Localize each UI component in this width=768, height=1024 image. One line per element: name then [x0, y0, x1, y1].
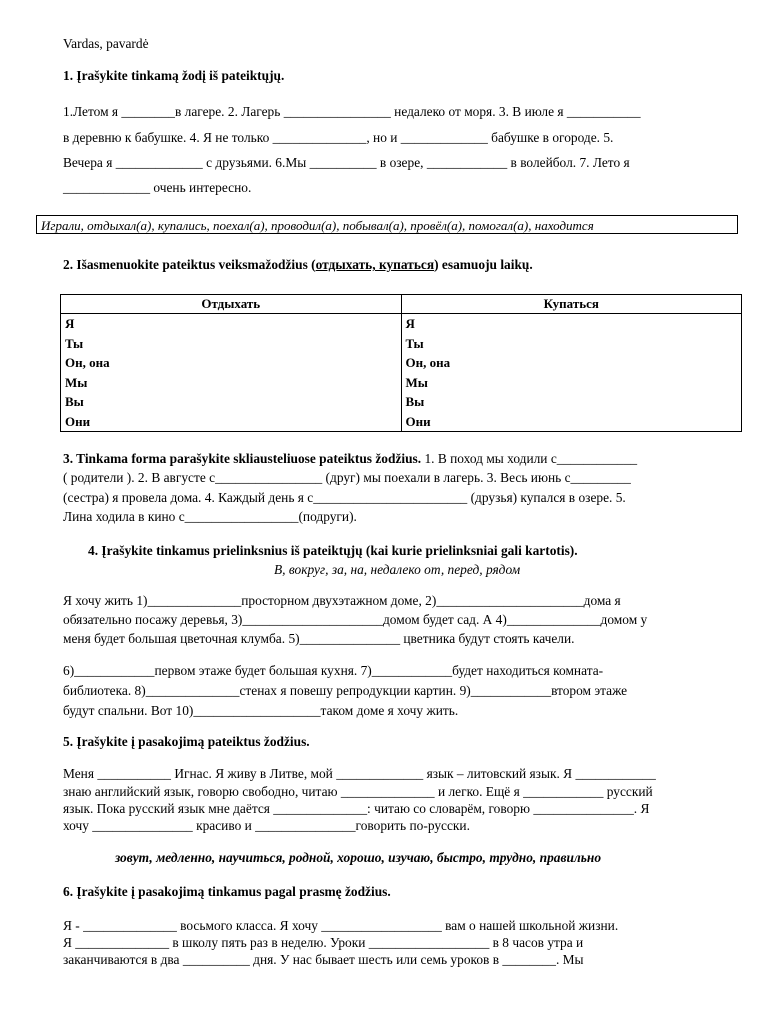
task6-line: заканчиваются в два __________ дня. У нас бывает шесть или семь уроков в ________. Мы [63, 952, 584, 967]
task4-title: 4. Įrašykite tinkamus prielinksnius iš pateiktųjų (kai kurie prielinksniai gali kartotis). [88, 543, 578, 558]
task2-title-pre: 2. Išasmenuokite pateiktus veiksmažodžius ( [63, 257, 316, 272]
task6-title: 6. Įrašykite į pasakojimą tinkamus pagal prasmę žodžius. [63, 884, 391, 899]
task4-line: обязательно посажу деревья, 3)_____________________домом будет сад. А 4)______________домом у [63, 612, 648, 627]
pronoun-cell: Он, она [405, 355, 451, 370]
pronoun-cell: Я [405, 316, 415, 331]
task6-line: Я ______________ в школу пять раз в неделю. Уроки __________________ в 8 часов утра и [63, 935, 584, 950]
pronoun-cell: Они [65, 413, 91, 429]
task5-title: 5. Įrašykite į pasakojimą pateiktus žodžius. [63, 734, 310, 749]
pronoun-cell: Вы [405, 394, 425, 409]
table-header: Отдыхать [61, 295, 402, 314]
task5-line: хочу _______________ красиво и _______________говорить по-русски. [63, 818, 470, 833]
pronoun-cell: Я [65, 316, 75, 331]
task3-line: 1. В поход мы ходили с____________ [421, 451, 638, 466]
task3-line: ( родители ). 2. В августе с________________ (друг) мы поехали в лагерь. 3. Весь июнь с_________ [63, 470, 631, 485]
table-column-kupatsya[interactable] [401, 314, 742, 432]
task1-word-box [36, 215, 738, 234]
pronoun-cell: Они [405, 413, 431, 429]
task3-line: (сестра) я провела дома. 4. Каждый день я с_______________________ (друзья) купался в озере. 5. [63, 490, 626, 505]
pronoun-cell: Мы [405, 374, 428, 390]
conjugation-table [60, 294, 742, 432]
task4-line: меня будет большая цветочная клумба. 5)_______________ цветника будут стоять качели. [63, 631, 575, 646]
task3-first-line [63, 450, 637, 467]
task3-line: Лина ходила в кино с_________________(подруги). [63, 509, 357, 524]
task1-line: Вечера я _____________ с друзьями. 6.Мы __________ в озере, ____________ в волейбол. 7. Лето я [63, 155, 630, 170]
task4-word-list: В, вокруг, за, на, недалеко от, перед, рядом [274, 562, 521, 577]
task5-line: язык. Пока русский язык мне даётся ______________: читаю со словарём, говорю _______________. Я [63, 801, 650, 816]
task4-line: 6)____________первом этаже будет большая кухня. 7)____________будет находиться комната- [63, 663, 604, 678]
task2-title-post: ) esamuoju laikų. [434, 257, 533, 272]
pronoun-cell: Он, она [65, 355, 110, 370]
task2-title-verbs: отдыхать, купаться [315, 257, 435, 272]
pronoun-cell: Вы [65, 394, 84, 409]
name-label: Vardas, pavardė [63, 36, 149, 51]
task2-title [63, 256, 533, 273]
table-column-otdykhat[interactable] [61, 314, 402, 432]
task4-line: библиотека. 8)______________стенах я повешу репродукции картин. 9)____________втором этаже [63, 683, 628, 698]
pronoun-cell: Ты [65, 335, 84, 351]
task6-line: Я - ______________ восьмого класса. Я хочу __________________ вам о нашей школьной жизни. [63, 918, 619, 933]
task5-line: Меня ___________ Игнас. Я живу в Литве, мой _____________ язык – литовский язык. Я ____________ [63, 766, 656, 781]
pronoun-cell: Ты [405, 335, 424, 351]
table-header: Купаться [401, 295, 742, 314]
task3-title: 3. Tinkama forma parašykite skliausteliuose pateiktus žodžius. [63, 451, 422, 466]
task1-word-list: Играли, отдыхал(а), купались, поехал(а), проводил(а), побывал(а), провёл(а), помогал(а), находится [41, 218, 594, 233]
task1-line: _____________ очень интересно. [63, 180, 252, 195]
pronoun-cell: Мы [65, 374, 88, 390]
task5-word-list: зовут, медленно, научиться, родной, хорошо, изучаю, быстро, трудно, правильно [115, 850, 602, 865]
task1-line: в деревню к бабушке. 4. Я не только ______________, но и _____________ бабушке в огороде. 5. [63, 130, 614, 145]
task4-line: Я хочу жить 1)______________просторном двухэтажном доме, 2)______________________дома я [63, 593, 621, 608]
task5-line: знаю английский язык, говорю свободно, читаю ______________ и легко. Ещё я ____________ русский [63, 784, 653, 799]
task1-title: 1. Įrašykite tinkamą žodį iš pateiktųjų. [63, 68, 285, 83]
task1-line: 1.Летом я ________в лагере. 2. Лагерь ________________ недалеко от моря. 3. В июле я ___________ [63, 104, 641, 119]
task4-line: будут спальни. Вот 10)___________________таком доме я хочу жить. [63, 703, 459, 718]
